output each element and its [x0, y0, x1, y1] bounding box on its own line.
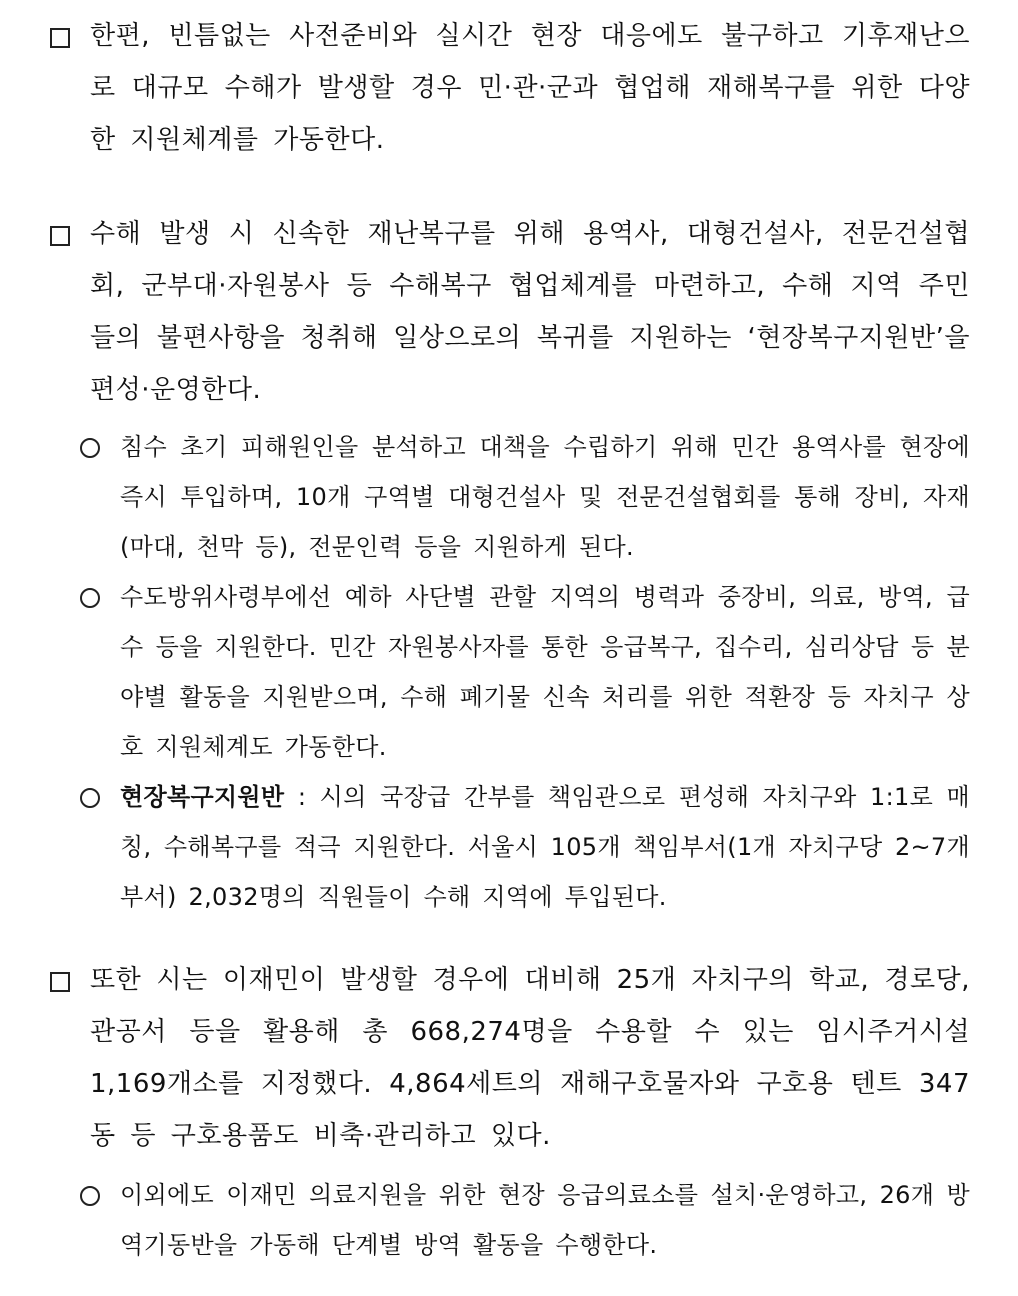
- bullet-text: 이외에도 이재민 의료지원을 위한 현장 응급의료소를 설치·운영하고, 26개 방역기동반을 가동해 단계별 방역 활동을 수행한다.: [120, 1181, 970, 1259]
- bullet-text: 침수 초기 피해원인을 분석하고 대책을 수립하기 위해 민간 용역사를 현장에 즉시 투입하며, 10개 구역별 대형건설사 및 전문건설협회를 통해 장비, 자재(마대, 천막 등), 전문인력 등을 지원하게 된다.: [120, 433, 970, 561]
- circle-bullet-icon: [80, 588, 100, 608]
- section-2: [50, 220, 970, 416]
- section-1-item: [50, 22, 970, 166]
- bullet-text: [120, 772, 970, 922]
- circle-bullet-icon: [80, 438, 100, 458]
- square-bullet-icon: [50, 226, 70, 246]
- section-2-text: 수해 발생 시 신속한 재난복구를 위해 용역사, 대형건설사, 전문건설협회, 군부대·자원봉사 등 수해복구 협업체계를 마련하고, 수해 지역 주민들의 불편사항을 청취해 일상으로의 복귀를 지원하는 ‘현장복구지원반’을 편성·운영한다.: [90, 219, 970, 405]
- bullet-body: : 시의 국장급 간부를 책임관으로 편성해 자치구와 1:1로 매칭, 수해복구를 적극 지원한다. 서울시 105개 책임부서(1개 자치구당 2~7개 부서) 2,032명의 직원들이 수해 지역에 투입된다.: [120, 783, 970, 911]
- square-bullet-icon: [50, 972, 70, 992]
- section-2-bullet-2: [80, 584, 970, 772]
- bullet-text: 수도방위사령부에선 예하 사단별 관할 지역의 병력과 중장비, 의료, 방역, 급수 등을 지원한다. 민간 자원봉사자를 통한 응급복구, 집수리, 심리상담 등 분야별 활동을 지원받으며, 수해 폐기물 신속 처리를 위한 적환장 등 자치구 상호 지원체계도 가동한다.: [120, 583, 970, 761]
- section-3-text: 또한 시는 이재민이 발생할 경우에 대비해 25개 자치구의 학교, 경로당, 관공서 등을 활용해 총 668,274명을 수용할 수 있는 임시주거시설 1,169개소를 지정했다. 4,864세트의 재해구호물자와 구호용 텐트 347동 등 구호용품도 비축·관리하고 있다.: [90, 965, 970, 1151]
- section-3-bullet-1: [80, 1182, 970, 1270]
- section-2-item: [50, 220, 970, 416]
- section-2-bullet-3: [80, 784, 970, 922]
- square-bullet-icon: [50, 28, 70, 48]
- section-2-bullet-1: [80, 434, 970, 572]
- section-3-item: [50, 966, 970, 1162]
- section-1-text: 한편, 빈틈없는 사전준비와 실시간 현장 대응에도 불구하고 기후재난으로 대규모 수해가 발생할 경우 민·관·군과 협업해 재해복구를 위한 다양한 지원체계를 가동한다.: [90, 21, 970, 155]
- circle-bullet-icon: [80, 788, 100, 808]
- circle-bullet-icon: [80, 1186, 100, 1206]
- section-1: [50, 22, 970, 166]
- bullet-bold-label: 현장복구지원반: [120, 783, 285, 811]
- section-3: [50, 966, 970, 1162]
